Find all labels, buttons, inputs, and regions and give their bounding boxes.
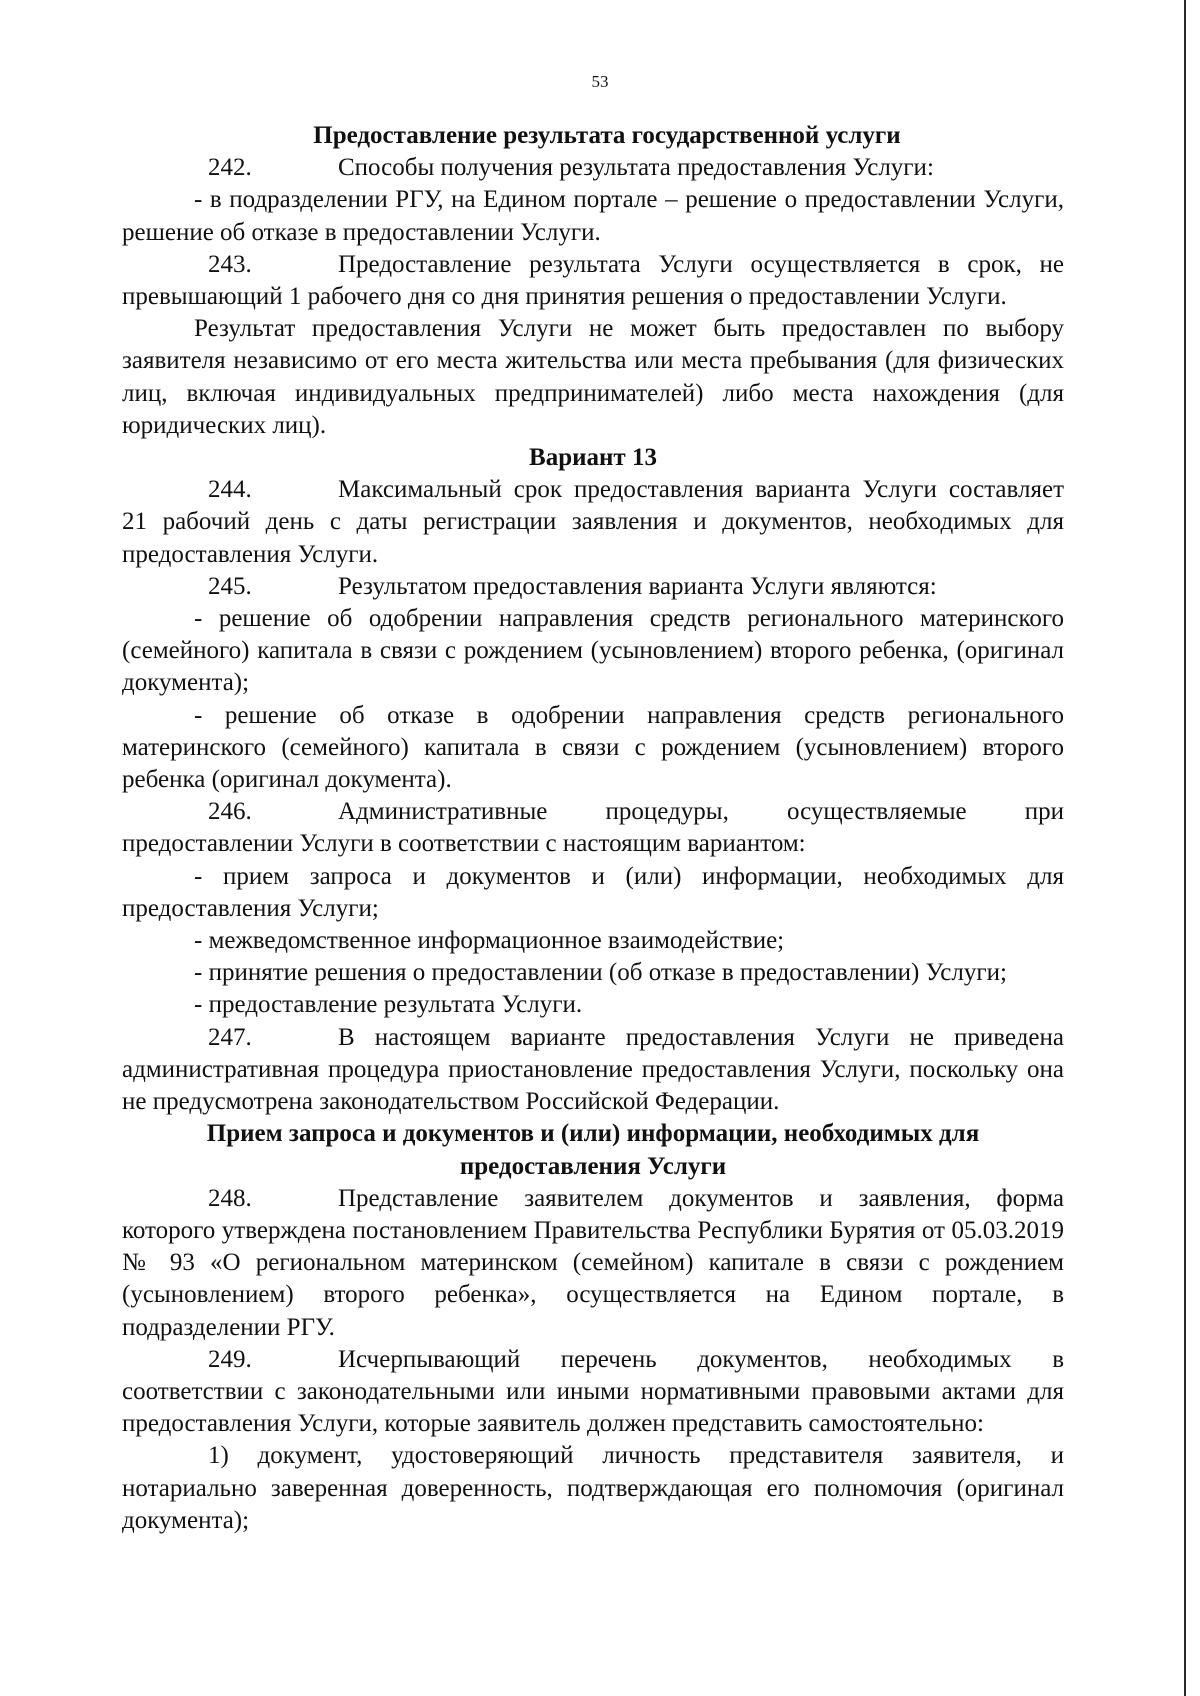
paragraph-number: 242. [208, 154, 252, 182]
paragraph-number: 244. [208, 476, 252, 504]
paragraph-246 [122, 796, 1064, 860]
section-heading-result: Предоставление результата государственной услуги [313, 122, 901, 149]
paragraph-number: 247. [208, 1023, 252, 1051]
paragraph-244 [122, 474, 1064, 571]
paragraph-number: 248. [208, 1184, 252, 1212]
paragraph-number: 246. [208, 798, 252, 826]
paragraph-249 [122, 1344, 1064, 1441]
paragraph-243 [122, 249, 1064, 313]
paragraph-text: Предоставление результата Услуги осуществляется в срок, не превышающий 1 рабочего дня со дня принятия решения о предоставлении Услуги. [122, 250, 1064, 311]
section-heading-variant-13: Вариант 13 [529, 444, 657, 472]
page-edge-line [1184, 0, 1186, 1696]
document-body [122, 120, 1064, 1537]
paragraph-text: Исчерпывающий перечень документов, необходимых в соответствии с законодательными или иными нормативными правовыми актами для предоставления Услуги, которые заявитель должен представить самостоятельно: [122, 1345, 1064, 1438]
paragraph-text: Максимальный срок предоставления варианта Услуги составляет 21 рабочий день с даты регистрации заявления и документов, необходимых для предоставления Услуги. [122, 476, 1064, 568]
page-number: 53 [591, 72, 609, 91]
paragraph-number: 245. [208, 572, 252, 600]
paragraph-247 [122, 1022, 1064, 1119]
list-item: - решение об одобрении направления средств регионального материнского (семейного) капитала в связи с рождением (усыновлением) второго ребенка, (оригинал документа); [122, 605, 1064, 697]
list-item: - решение об отказе в одобрении направления средств регионального материнского (семейного) капитала в связи с рождением (усыновлением) второго ребенка (оригинал документа). [122, 701, 1064, 794]
paragraph-text: Результатом предоставления варианта Услуги являются: [338, 572, 937, 600]
paragraph-245 [122, 571, 1064, 603]
list-item: - предоставление результата Услуги. [194, 991, 583, 1019]
paragraph-number: 249. [208, 1345, 252, 1373]
list-item: - межведомственное информационное взаимодействие; [194, 927, 785, 955]
paragraph-result-delivery: Результат предоставления Услуги не может быть предоставлен по выбору заявителя независимо от его места жительства или места пребывания (для физических лиц, включая индивидуальных предпринимателей) либо места нахождения (для юридических лиц). [122, 315, 1064, 439]
list-item: - в подразделении РГУ, на Едином портале – решение о предоставлении Услуги, решение об отказе в предоставлении Услуги. [122, 186, 1064, 246]
paragraph-text: Административные процедуры, осуществляемые при предоставлении Услуги в соответствии с настоящим вариантом: [122, 798, 1064, 858]
paragraph-number: 243. [208, 250, 252, 278]
list-item: - прием запроса и документов и (или) информации, необходимых для предоставления Услуги; [122, 862, 1064, 922]
list-item: - принятие решения о предоставлении (об отказе в предоставлении) Услуги; [194, 959, 1007, 987]
section-heading-request-intake: Прием запроса и документов и (или) информации, необходимых для предоставления Услуги [206, 1120, 980, 1180]
paragraph-text: Представление заявителем документов и заявления, форма которого утверждена постановлением Правительства Республики Бурятия от 05.03.2019 № 93 «О региональном материнском (семейном) капитале в связи с рождением (усыновлением) второго ребенка», осуществляется на Едином портале, в подразделении РГУ. [122, 1184, 1064, 1341]
paragraph-248 [122, 1183, 1064, 1344]
paragraph-242 [122, 152, 1064, 184]
paragraph-text: Способы получения результата предоставления Услуги: [338, 154, 934, 182]
list-item: 1) документ, удостоверяющий личность представителя заявителя, и нотариально заверенная доверенность, подтверждающая его полномочия (оригинал документа); [122, 1442, 1064, 1534]
paragraph-text: В настоящем варианте предоставления Услуги не приведена административная процедура приостановление предоставления Услуги, поскольку она не предусмотрена законодательством Российской Федерации. [122, 1023, 1064, 1116]
